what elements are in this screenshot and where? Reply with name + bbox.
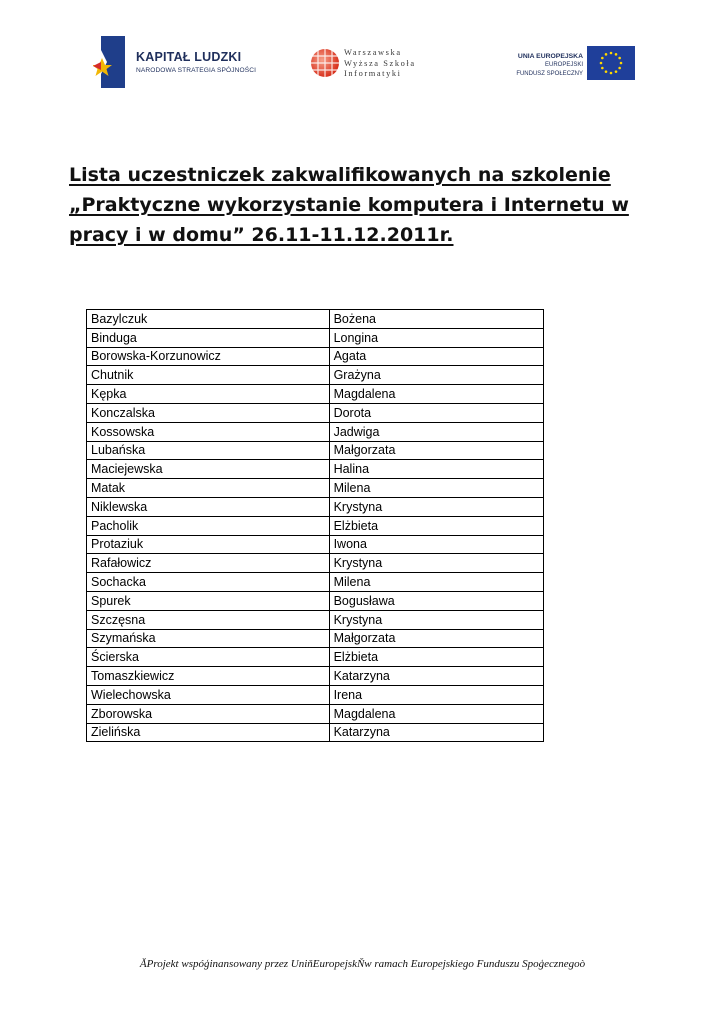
table-row bbox=[87, 422, 544, 441]
table-row bbox=[87, 723, 544, 742]
table-row bbox=[87, 310, 544, 329]
title-line-3: pracy i w domu” 26.11-11.12.2011r. bbox=[69, 224, 454, 246]
eu-star bbox=[610, 52, 613, 55]
kapital-ludzki-subtitle: NARODOWA STRATEGIA SPÓJNOŚCI bbox=[136, 67, 257, 74]
first-name-cell: Iwona bbox=[329, 535, 543, 554]
surname-cell: Pacholik bbox=[87, 516, 330, 535]
wwsi-line-1: Warszawska bbox=[344, 48, 402, 57]
table-row bbox=[87, 403, 544, 422]
table-row bbox=[87, 535, 544, 554]
first-name-cell: Irena bbox=[329, 685, 543, 704]
table-row bbox=[87, 479, 544, 498]
surname-cell: Spurek bbox=[87, 591, 330, 610]
surname-cell: Szczęsna bbox=[87, 610, 330, 629]
eu-line-2: EUROPEJSKI bbox=[544, 62, 583, 68]
table-row bbox=[87, 347, 544, 366]
surname-cell: Szymańska bbox=[87, 629, 330, 648]
surname-cell: Lubańska bbox=[87, 441, 330, 460]
page-title bbox=[69, 160, 629, 250]
surname-cell: Kępka bbox=[87, 385, 330, 404]
surname-cell: Konczalska bbox=[87, 403, 330, 422]
first-name-cell: Krystyna bbox=[329, 497, 543, 516]
first-name-cell: Jadwiga bbox=[329, 422, 543, 441]
eu-text bbox=[516, 52, 583, 78]
eu-flag-icon bbox=[587, 46, 635, 80]
surname-cell: Ścierska bbox=[87, 648, 330, 667]
wwsi-line-3: Informatyki bbox=[344, 69, 402, 78]
first-name-cell: Agata bbox=[329, 347, 543, 366]
surname-cell: Tomaszkiewicz bbox=[87, 667, 330, 686]
kapital-ludzki-logo bbox=[93, 36, 257, 88]
wwsi-logo bbox=[310, 46, 430, 82]
surname-cell: Kossowska bbox=[87, 422, 330, 441]
eu-star bbox=[601, 57, 604, 60]
first-name-cell: Elżbieta bbox=[329, 516, 543, 535]
table-row bbox=[87, 704, 544, 723]
eu-star bbox=[620, 62, 623, 65]
table-row bbox=[87, 516, 544, 535]
table-row bbox=[87, 610, 544, 629]
first-name-cell: Krystyna bbox=[329, 610, 543, 629]
table-row bbox=[87, 667, 544, 686]
first-name-cell: Krystyna bbox=[329, 554, 543, 573]
eu-star bbox=[600, 62, 603, 65]
title-line-2: „Praktyczne wykorzystanie komputera i Internetu w bbox=[69, 194, 629, 216]
table-row bbox=[87, 366, 544, 385]
surname-cell: Binduga bbox=[87, 328, 330, 347]
table-row bbox=[87, 460, 544, 479]
first-name-cell: Katarzyna bbox=[329, 667, 543, 686]
footer-note: ĂProjekt wspóģinansowany przez UniňEuropejskŇw ramach Europejskiego Funduszu Spoģecznegoò bbox=[139, 958, 586, 970]
first-name-cell: Małgorzata bbox=[329, 629, 543, 648]
participants-table bbox=[86, 309, 544, 742]
first-name-cell: Dorota bbox=[329, 403, 543, 422]
participants-table-body bbox=[87, 310, 544, 742]
first-name-cell: Małgorzata bbox=[329, 441, 543, 460]
wwsi-name bbox=[344, 48, 416, 80]
first-name-cell: Bożena bbox=[329, 310, 543, 329]
first-name-cell: Halina bbox=[329, 460, 543, 479]
eu-star bbox=[601, 67, 604, 70]
surname-cell: Chutnik bbox=[87, 366, 330, 385]
first-name-cell: Magdalena bbox=[329, 704, 543, 723]
eu-logo bbox=[515, 46, 635, 82]
surname-cell: Borowska-Korzunowicz bbox=[87, 347, 330, 366]
surname-cell: Sochacka bbox=[87, 573, 330, 592]
eu-star bbox=[618, 57, 621, 60]
first-name-cell: Elżbieta bbox=[329, 648, 543, 667]
first-name-cell: Milena bbox=[329, 573, 543, 592]
surname-cell: Zielińska bbox=[87, 723, 330, 742]
eu-star bbox=[605, 70, 608, 73]
table-row bbox=[87, 648, 544, 667]
eu-star bbox=[618, 67, 621, 70]
first-name-cell: Bogusława bbox=[329, 591, 543, 610]
eu-line-3: FUNDUSZ SPOŁECZNY bbox=[516, 70, 583, 77]
eu-star bbox=[615, 70, 618, 73]
eu-line-1: UNIA EUROPEJSKA bbox=[517, 53, 583, 60]
table-row bbox=[87, 554, 544, 573]
first-name-cell: Katarzyna bbox=[329, 723, 543, 742]
first-name-cell: Magdalena bbox=[329, 385, 543, 404]
table-row bbox=[87, 685, 544, 704]
surname-cell: Protaziuk bbox=[87, 535, 330, 554]
table-row bbox=[87, 573, 544, 592]
surname-cell: Bazylczuk bbox=[87, 310, 330, 329]
surname-cell: Matak bbox=[87, 479, 330, 498]
table-row bbox=[87, 629, 544, 648]
first-name-cell: Longina bbox=[329, 328, 543, 347]
wwsi-sphere-icon bbox=[310, 48, 340, 78]
surname-cell: Zborowska bbox=[87, 704, 330, 723]
surname-cell: Wielechowska bbox=[87, 685, 330, 704]
eu-star bbox=[605, 53, 608, 56]
table-row bbox=[87, 497, 544, 516]
title-line-1: Lista uczestniczek zakwalifikowanych na szkolenie bbox=[69, 164, 611, 186]
first-name-cell: Grażyna bbox=[329, 366, 543, 385]
first-name-cell: Milena bbox=[329, 479, 543, 498]
table-row bbox=[87, 385, 544, 404]
wwsi-line-2: Wyższa Szkoła bbox=[344, 58, 416, 68]
surname-cell: Maciejewska bbox=[87, 460, 330, 479]
table-row bbox=[87, 591, 544, 610]
kapital-ludzki-star-icon bbox=[93, 36, 125, 88]
surname-cell: Niklewska bbox=[87, 497, 330, 516]
eu-star bbox=[615, 53, 618, 56]
kapital-ludzki-name: KAPITAŁ LUDZKI bbox=[136, 50, 242, 64]
eu-star bbox=[610, 72, 613, 75]
table-row bbox=[87, 441, 544, 460]
table-row bbox=[87, 328, 544, 347]
surname-cell: Rafałowicz bbox=[87, 554, 330, 573]
